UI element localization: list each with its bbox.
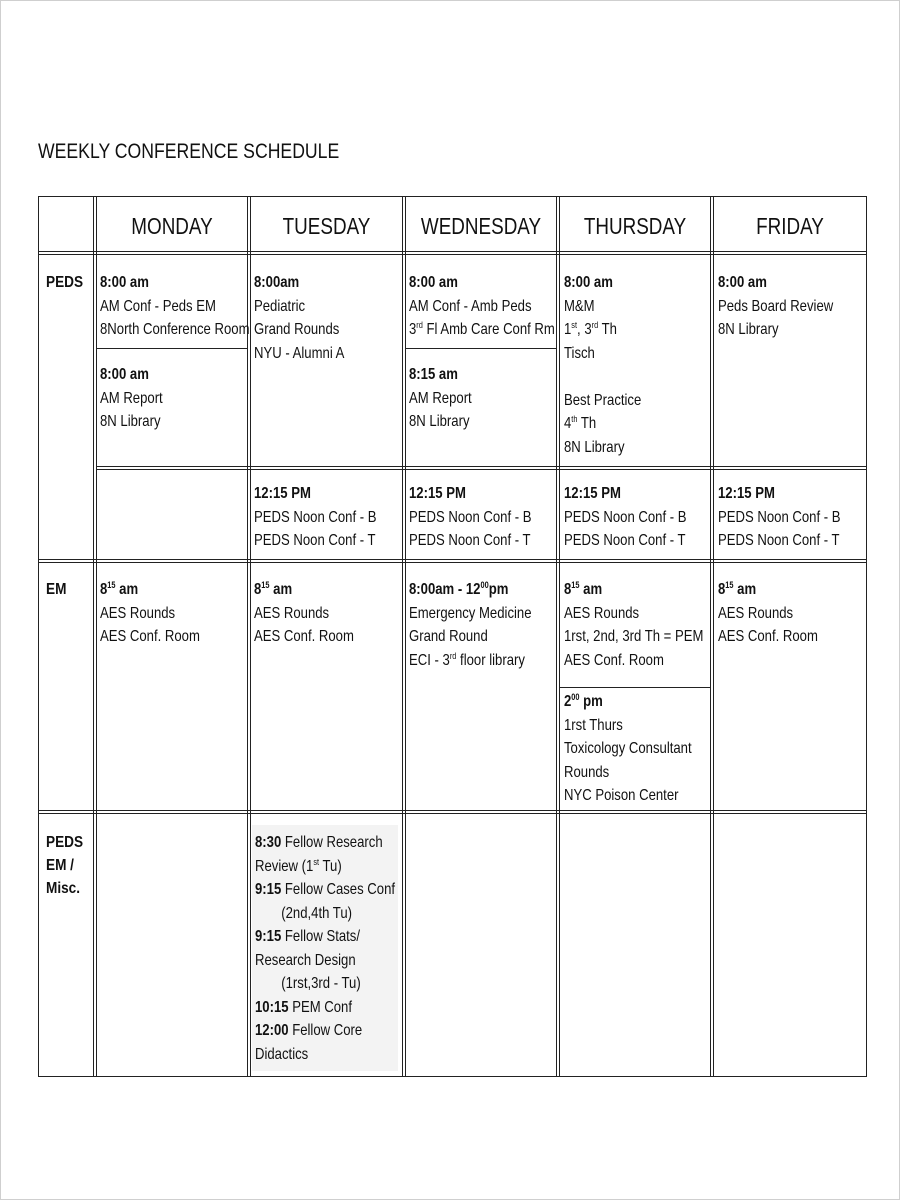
em-wed-grand-round: 8:00am - $12^{00}pm$ Emergency Medicine Grand Round ECI - 3rd floor library xyxy=(409,580,532,669)
row-label-peds: PEDS xyxy=(46,274,84,291)
em-mon-aes-rounds: $8^{15}$ am AES Rounds AES Conf. Room xyxy=(100,580,200,645)
table-border-left xyxy=(38,196,39,1077)
peds-tue-noon-conf: 12:15 PM PEDS Noon Conf - B PEDS Noon Conf - T xyxy=(254,485,377,549)
row-label-em: EM xyxy=(46,581,67,598)
peds-wed-am-conf: 8:00 am AM Conf - Amb Peds 3rd Fl Amb Care Conf Rm xyxy=(409,274,555,338)
header-monday: MONDAY xyxy=(131,213,213,239)
header-friday: FRIDAY xyxy=(756,213,824,239)
col-rule-5 xyxy=(710,196,714,1077)
peds-tue-grand-rounds: 8:00am Pediatric Grand Rounds NYU - Alumni A xyxy=(254,274,345,362)
misc-tue-fellow-sessions: 8:30 Fellow Research Review (1st Tu) 9:15 Fellow Cases Conf (2nd,4th Tu) 9:15 Fellow Stats/ Research Design (1rst,3rd - Tu) 10:15 PEM Conf 12:00 Fellow Core Didactics xyxy=(255,834,396,1063)
em-tue-aes-rounds: $8^{15}$ am AES Rounds AES Conf. Room xyxy=(254,580,354,645)
peds-thu-noon-conf: 12:15 PM PEDS Noon Conf - B PEDS Noon Conf - T xyxy=(564,485,687,549)
table-border-top xyxy=(38,196,867,197)
table-border-right xyxy=(866,196,867,1077)
header-tuesday: TUESDAY xyxy=(282,213,371,239)
page-title: WEEKLY CONFERENCE SCHEDULE xyxy=(38,140,340,163)
peds-noon-rule xyxy=(96,466,867,470)
peds-fri-board-review: 8:00 am Peds Board Review 8N Library xyxy=(718,274,834,338)
peds-wed-divider xyxy=(405,348,557,349)
table-border-bottom xyxy=(38,1076,867,1077)
schedule-table xyxy=(38,196,867,1077)
peds-mon-am-report: 8:00 am AM Report 8N Library xyxy=(100,366,163,430)
peds-mon-divider xyxy=(96,348,248,349)
peds-wed-noon-conf: 12:15 PM PEDS Noon Conf - B PEDS Noon Conf - T xyxy=(409,485,532,549)
em-thu-aes-rounds: $8^{15}$ am AES Rounds 1rst, 2nd, 3rd Th = PEM AES Conf. Room xyxy=(564,580,704,669)
header-wednesday: WEDNESDAY xyxy=(420,213,542,239)
peds-fri-noon-conf: 12:15 PM PEDS Noon Conf - B PEDS Noon Conf - T xyxy=(718,485,841,549)
row-rule-peds-em xyxy=(38,559,867,563)
col-rule-1 xyxy=(93,196,97,1077)
row-rule-em-misc xyxy=(38,810,867,814)
row-label-misc: PEDS EM / Misc. xyxy=(46,834,84,897)
em-thu-divider xyxy=(559,687,711,688)
col-rule-4 xyxy=(556,196,560,1077)
header-rule xyxy=(38,251,867,255)
peds-wed-am-report: 8:15 am AM Report 8N Library xyxy=(409,366,472,430)
peds-mon-am-conf: 8:00 am AM Conf - Peds EM 8North Conference Room xyxy=(100,274,250,338)
em-fri-aes-rounds: $8^{15}$ am AES Rounds AES Conf. Room xyxy=(718,580,818,645)
em-thu-toxicology-rounds: $2^{00}$ pm 1rst Thurs Toxicology Consultant Rounds NYC Poison Center xyxy=(564,692,692,804)
col-rule-3 xyxy=(402,196,406,1077)
header-thursday: THURSDAY xyxy=(583,213,687,239)
peds-thu-mm: 8:00 am M&M 1st, 3rd Th Tisch Best Practice 4th Th 8N Library xyxy=(564,274,642,456)
